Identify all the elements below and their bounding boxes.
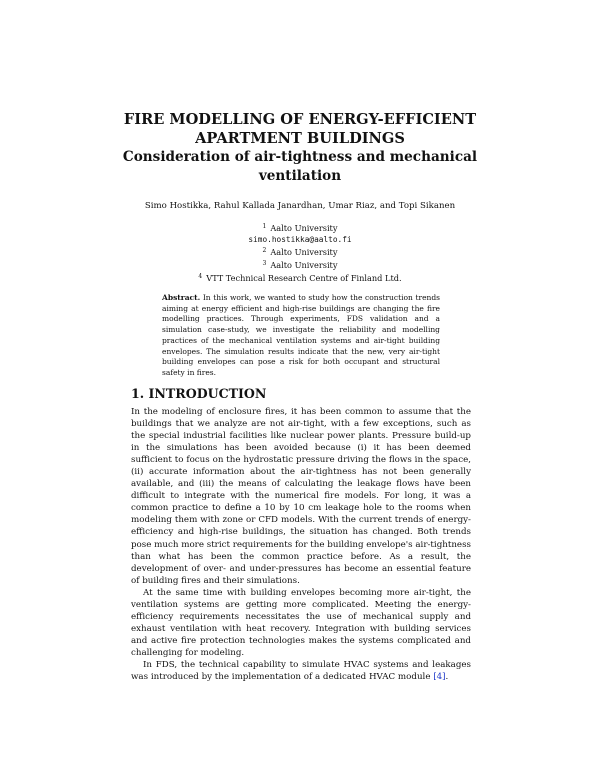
title-line: APARTMENT BUILDINGS — [195, 130, 405, 147]
section-heading: 1. INTRODUCTION — [131, 386, 267, 401]
citation-link[interactable]: [4] — [433, 672, 446, 683]
affiliations — [150, 221, 450, 284]
affiliation-1 — [150, 221, 450, 234]
title-line: FIRE MODELLING OF ENERGY-EFFICIENT — [123, 111, 477, 128]
affiliation-4 — [150, 271, 450, 284]
paragraph-end: . — [445, 672, 449, 683]
body-text — [131, 406, 471, 683]
affiliation-text: Aalto University — [270, 260, 338, 270]
paper-subtitle — [100, 148, 500, 186]
affiliation-text: Aalto University — [270, 223, 338, 233]
paragraph — [131, 659, 471, 683]
affiliation-email — [150, 234, 450, 245]
subtitle-line: Consideration of air-tightness and mechanical — [122, 149, 478, 165]
email-link[interactable]: simo.hostikka@aalto.fi — [248, 235, 352, 244]
abstract — [162, 293, 440, 379]
affiliation-mark: 3 — [262, 260, 267, 267]
paragraph: In the modeling of enclosure fires, it has been common to assume that the buildings that we analyze are not air-tight, with a few exceptions, such as the special industrial facilities like nuclear power plants. Pressure build-up in the simulations has been avoided because (i) it has been deemed sufficient to focus on the hydrostatic pressure driving the flows in the space, (ii) accurate information about the air-tightness has not been generally available, and (iii) the means of calculating the leakage flows have been difficult to integrate with the numerical fire models. For long, it was a common practice to define a 10 by 10 cm leakage hole to the rooms when modeling them with zone or CFD models. With the current trends of energy-efficiency and high-rise buildings, the situation has changed. Both trends pose much more strict requirements for the building envelope's air-tightness than what has been the common practice before. As a result, the development of over- and under-pressures has become an essential feature of building fires and their simulations. — [131, 407, 471, 586]
affiliation-3 — [150, 258, 450, 271]
affiliation-2 — [150, 245, 450, 258]
abstract-label: Abstract. — [162, 293, 201, 302]
affiliation-mark: 1 — [262, 223, 267, 230]
affiliation-text: Aalto University — [270, 247, 338, 257]
affiliation-mark: 4 — [198, 273, 203, 280]
paper-title — [100, 110, 500, 148]
author-list: Simo Hostikka, Rahul Kallada Janardhan, Umar Riaz, and Topi Sikanen — [144, 201, 456, 211]
abstract-text: In this work, we wanted to study how the construction trends aiming at energy efficient and high-rise buildings are changing the fire modelling practices. Through experiments, FDS validation and a simulation case-study, we investigate the reliability and modelling practices of the mechanical ventilation systems and air-tight building envelopes. The simulation results indicate that the new, very air-tight building envelopes can pose a risk for both occupant and structural safety in fires. — [162, 293, 440, 377]
affiliation-text: VTT Technical Research Centre of Finland Ltd. — [206, 273, 402, 283]
subtitle-line: ventilation — [258, 168, 342, 184]
paragraph-text: In FDS, the technical capability to simulate HVAC systems and leakages was introduced by the implementation of a dedicated HVAC module — [131, 659, 471, 683]
affiliation-mark: 2 — [262, 247, 267, 254]
paragraph: At the same time with building envelopes becoming more air-tight, the ventilation systems are getting more complicated. Meeting the energy-efficiency requirements necessitates the use of mechanical supply and exhaust ventilation with heat recovery. Integration with building services and active fire protection technologies makes the systems complicated and challenging for modeling. — [131, 587, 471, 658]
